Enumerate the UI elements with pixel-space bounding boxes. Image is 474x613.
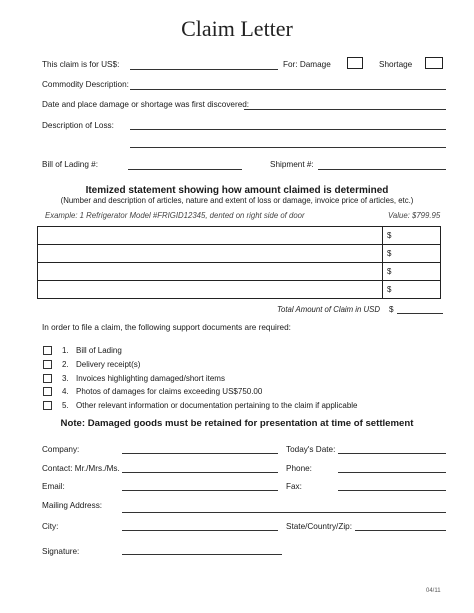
- fax-field[interactable]: [338, 490, 446, 491]
- shipment-label: Shipment #:: [270, 160, 314, 169]
- document-checkbox[interactable]: [43, 374, 52, 383]
- state-country-zip-field[interactable]: [355, 530, 446, 531]
- shortage-label: Shortage: [379, 60, 413, 69]
- document-text: Other relevant information or documentation pertaining to the claim if applicable: [76, 401, 358, 410]
- bill-of-lading-field[interactable]: [128, 169, 242, 170]
- shortage-checkbox[interactable]: [425, 57, 443, 69]
- signature-field[interactable]: [122, 554, 282, 555]
- table-row: [38, 281, 441, 299]
- company-label: Company:: [42, 445, 80, 454]
- document-number: 1.: [62, 346, 69, 355]
- commodity-field[interactable]: [130, 89, 446, 90]
- total-currency: $: [389, 305, 394, 314]
- claim-amount-field[interactable]: [130, 69, 278, 70]
- document-text: Delivery receipt(s): [76, 360, 141, 369]
- example-text: Example: 1 Refrigerator Model #FRIGID12345, dented on right side of door: [45, 211, 305, 220]
- item-amount-cell[interactable]: $: [383, 263, 441, 281]
- total-amount-field[interactable]: [397, 313, 443, 314]
- document-text: Bill of Lading: [76, 346, 122, 355]
- date-place-label: Date and place damage or shortage was first discovered:: [42, 100, 250, 109]
- loss-description-field-2[interactable]: [130, 147, 446, 148]
- item-amount-cell[interactable]: $: [383, 245, 441, 263]
- phone-field[interactable]: [338, 472, 446, 473]
- mailing-address-label: Mailing Address:: [42, 501, 103, 510]
- document-text: Invoices highlighting damaged/short items: [76, 374, 225, 383]
- mailing-address-field[interactable]: [122, 512, 446, 513]
- signature-label: Signature:: [42, 547, 80, 556]
- document-number: 5.: [62, 401, 69, 410]
- document-number: 2.: [62, 360, 69, 369]
- loss-description-field[interactable]: [130, 129, 446, 130]
- itemized-table: [37, 226, 441, 299]
- item-description-cell[interactable]: [38, 227, 383, 245]
- table-row: [38, 245, 441, 263]
- item-amount-cell[interactable]: $: [383, 281, 441, 299]
- date-place-field[interactable]: [244, 109, 446, 110]
- table-row: [38, 263, 441, 281]
- email-field[interactable]: [122, 490, 278, 491]
- itemized-subheading: (Number and description of articles, nature and extent of loss or damage, invoice price of articles, etc.): [60, 196, 414, 205]
- shipment-field[interactable]: [318, 169, 446, 170]
- document-number: 4.: [62, 387, 69, 396]
- settlement-note: Note: Damaged goods must be retained for presentation at time of settlement: [60, 418, 414, 429]
- contact-label: Contact: Mr./Mrs./Ms.: [42, 464, 120, 473]
- document-title: Claim Letter: [181, 16, 293, 41]
- damage-label: For: Damage: [283, 60, 331, 69]
- commodity-label: Commodity Description:: [42, 80, 129, 89]
- todays-date-field[interactable]: [338, 453, 446, 454]
- item-description-cell[interactable]: [38, 263, 383, 281]
- item-description-cell[interactable]: [38, 245, 383, 263]
- city-field[interactable]: [122, 530, 278, 531]
- item-amount-cell[interactable]: $: [383, 227, 441, 245]
- fax-label: Fax:: [286, 482, 302, 491]
- company-field[interactable]: [122, 453, 278, 454]
- example-value: Value: $799.95: [388, 211, 441, 220]
- damage-checkbox[interactable]: [347, 57, 363, 69]
- document-checkbox[interactable]: [43, 387, 52, 396]
- document-checkbox[interactable]: [43, 346, 52, 355]
- claim-amount-label: This claim is for US$:: [42, 60, 120, 69]
- loss-description-label: Description of Loss:: [42, 121, 114, 130]
- total-label: Total Amount of Claim in USD: [277, 305, 380, 314]
- documents-intro: In order to file a claim, the following support documents are required:: [42, 323, 291, 332]
- item-description-cell[interactable]: [38, 281, 383, 299]
- contact-field[interactable]: [122, 472, 278, 473]
- document-number: 3.: [62, 374, 69, 383]
- state-country-zip-label: State/Country/Zip:: [286, 522, 352, 531]
- phone-label: Phone:: [286, 464, 312, 473]
- document-checkbox[interactable]: [43, 401, 52, 410]
- document-checkbox[interactable]: [43, 360, 52, 369]
- city-label: City:: [42, 522, 59, 531]
- email-label: Email:: [42, 482, 65, 491]
- bill-of-lading-label: Bill of Lading #:: [42, 160, 98, 169]
- todays-date-label: Today's Date:: [286, 445, 336, 454]
- itemized-heading: Itemized statement showing how amount claimed is determined: [85, 185, 389, 196]
- document-text: Photos of damages for claims exceeding US$750.00: [76, 387, 263, 396]
- version-code: 04/11: [426, 588, 441, 594]
- table-row: [38, 227, 441, 245]
